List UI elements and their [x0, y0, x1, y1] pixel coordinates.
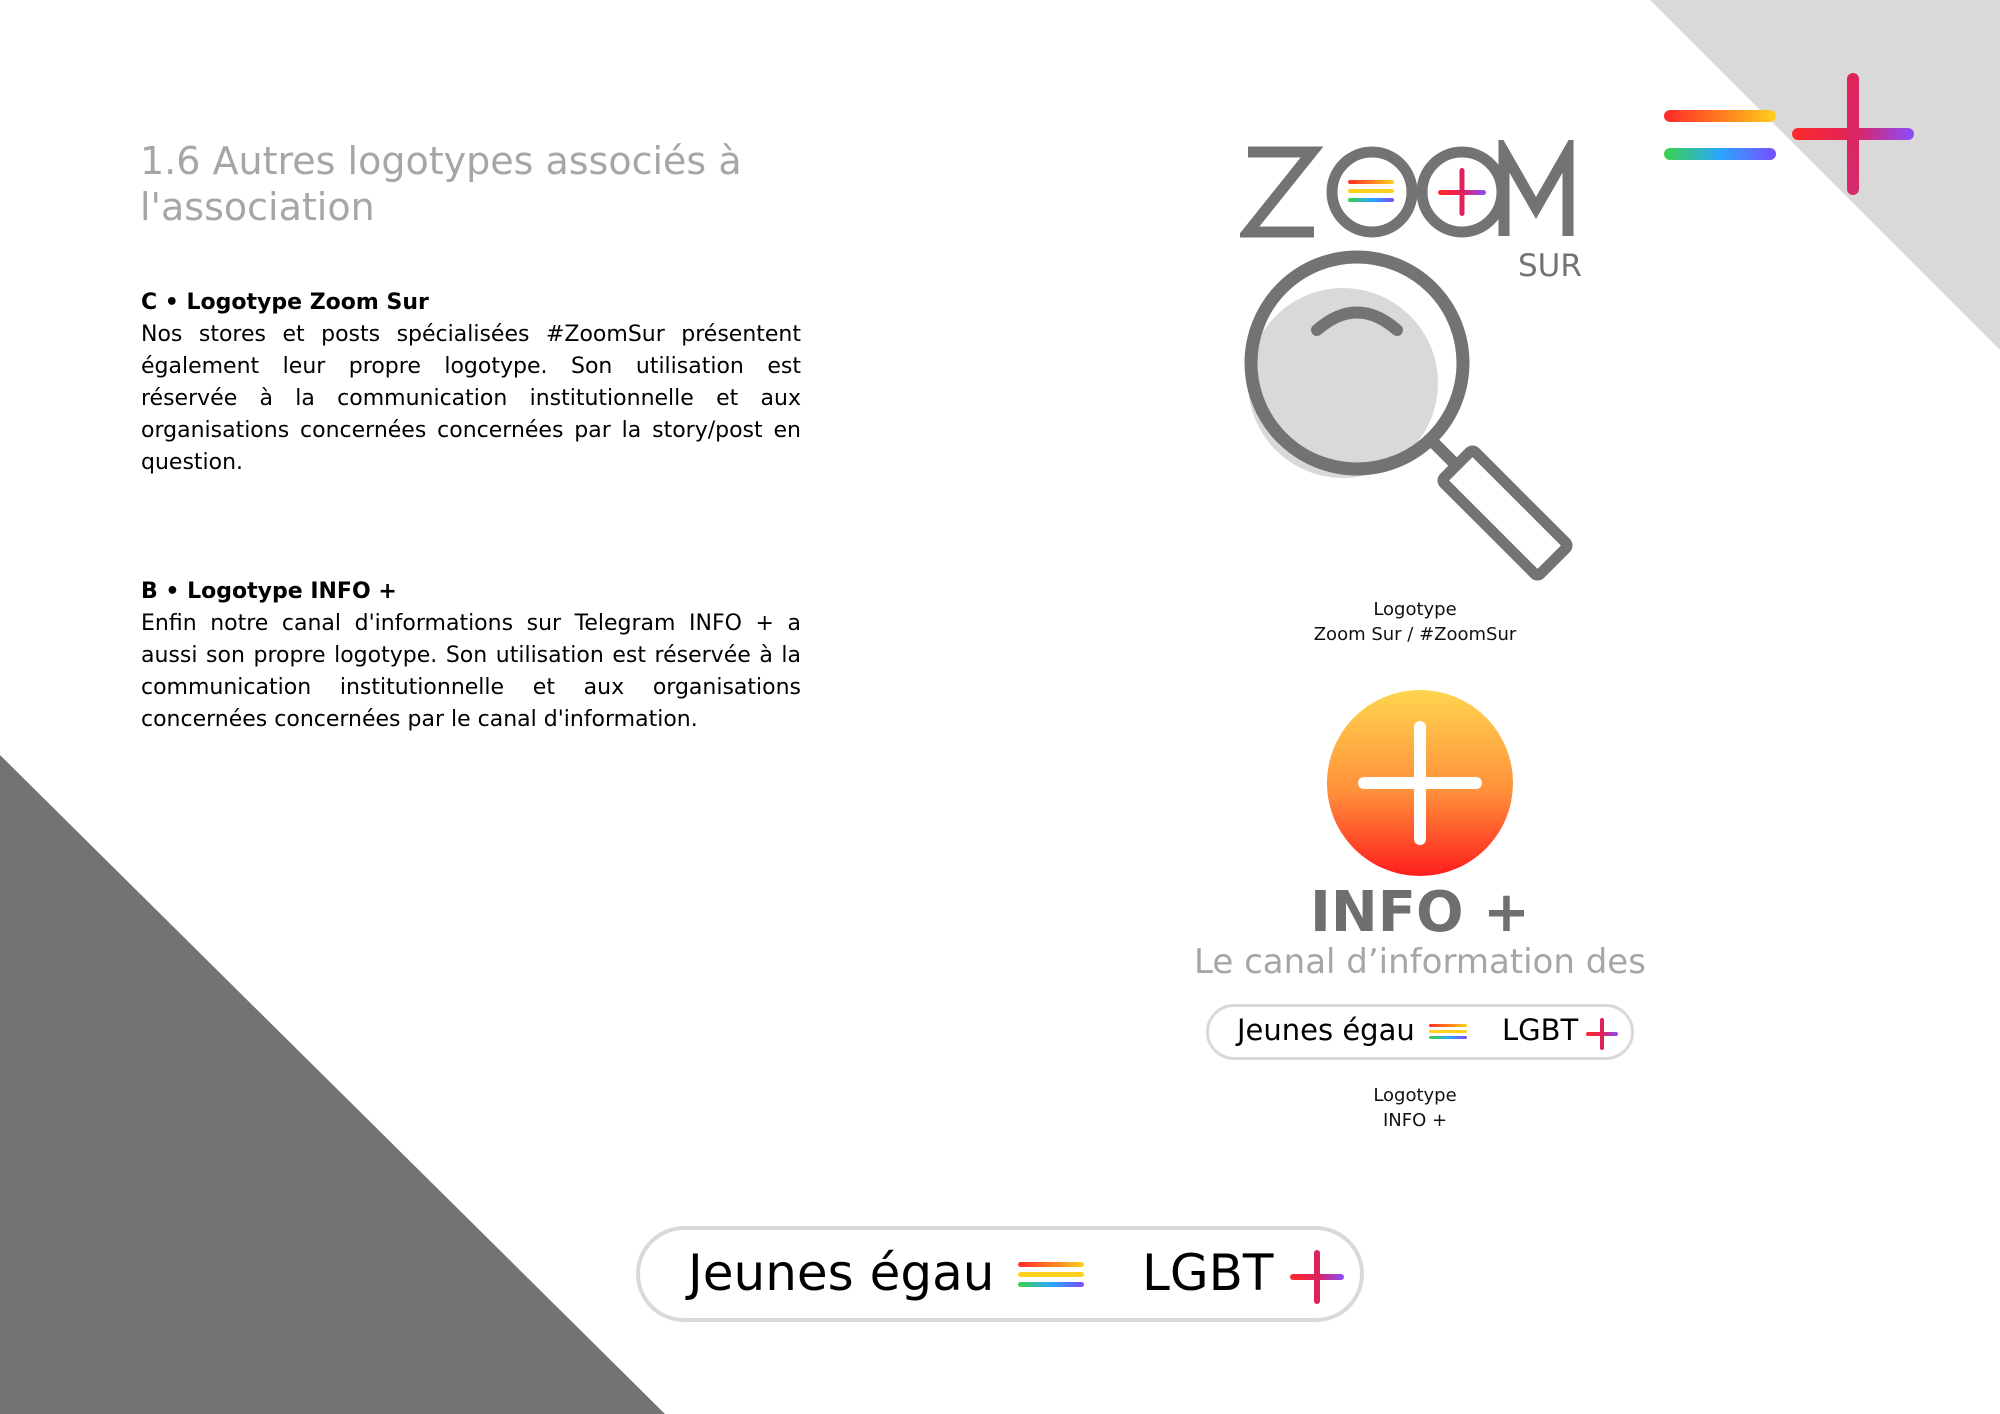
brand-text-left: Jeunes égau [688, 1244, 995, 1302]
caption-line: INFO + [1382, 1110, 1448, 1131]
rainbow-equals-icon [1018, 1258, 1086, 1292]
rainbow-equals-icon [1429, 1022, 1469, 1042]
info-title: INFO + [1310, 880, 1530, 945]
zoom-sub-label: SUR [1518, 248, 1582, 284]
section-zoom-sur [141, 287, 801, 479]
info-caption [1280, 1083, 1550, 1133]
caption-line: Logotype [1373, 599, 1457, 620]
info-plus-circle-icon [1325, 688, 1515, 878]
rainbow-plus-icon [1584, 1016, 1620, 1052]
zoom-wordmark [1240, 140, 1580, 250]
brand-text-right: LGBT [1142, 1244, 1274, 1302]
caption-line: Zoom Sur / #ZoomSur [1313, 624, 1517, 645]
brand-text-left: Jeunes égau [1237, 1013, 1415, 1047]
caption-line: Logotype [1373, 1085, 1457, 1106]
zoom-caption [1280, 597, 1550, 647]
brand-text-right: LGBT [1502, 1013, 1579, 1047]
section-info-plus [141, 576, 801, 736]
section-body: Enfin notre canal d'informations sur Telegram INFO + a aussi son propre logotype. Son utilisation est réservée à la communication institutionnelle et aux organisations concernées concernées par le canal d'information. [141, 611, 801, 732]
corner-equals-plus-icon [1660, 70, 1920, 200]
section-heading: B • Logotype INFO + [141, 579, 397, 604]
magnifying-glass-icon [1235, 245, 1585, 595]
bottom-left-triangle [0, 755, 665, 1414]
info-subtitle: Le canal d’information des [1194, 942, 1646, 982]
section-heading: C • Logotype Zoom Sur [141, 290, 429, 315]
section-body: Nos stores et posts spécialisées #ZoomSur présentent également leur propre logotype. Son utilisation est réservée à la communication institutionnelle et aux organisations concernées concernées par la story/post en question. [141, 322, 801, 475]
rainbow-plus-icon [1288, 1248, 1346, 1306]
page-title: 1.6 Autres logotypes associés à l'association [140, 139, 742, 229]
